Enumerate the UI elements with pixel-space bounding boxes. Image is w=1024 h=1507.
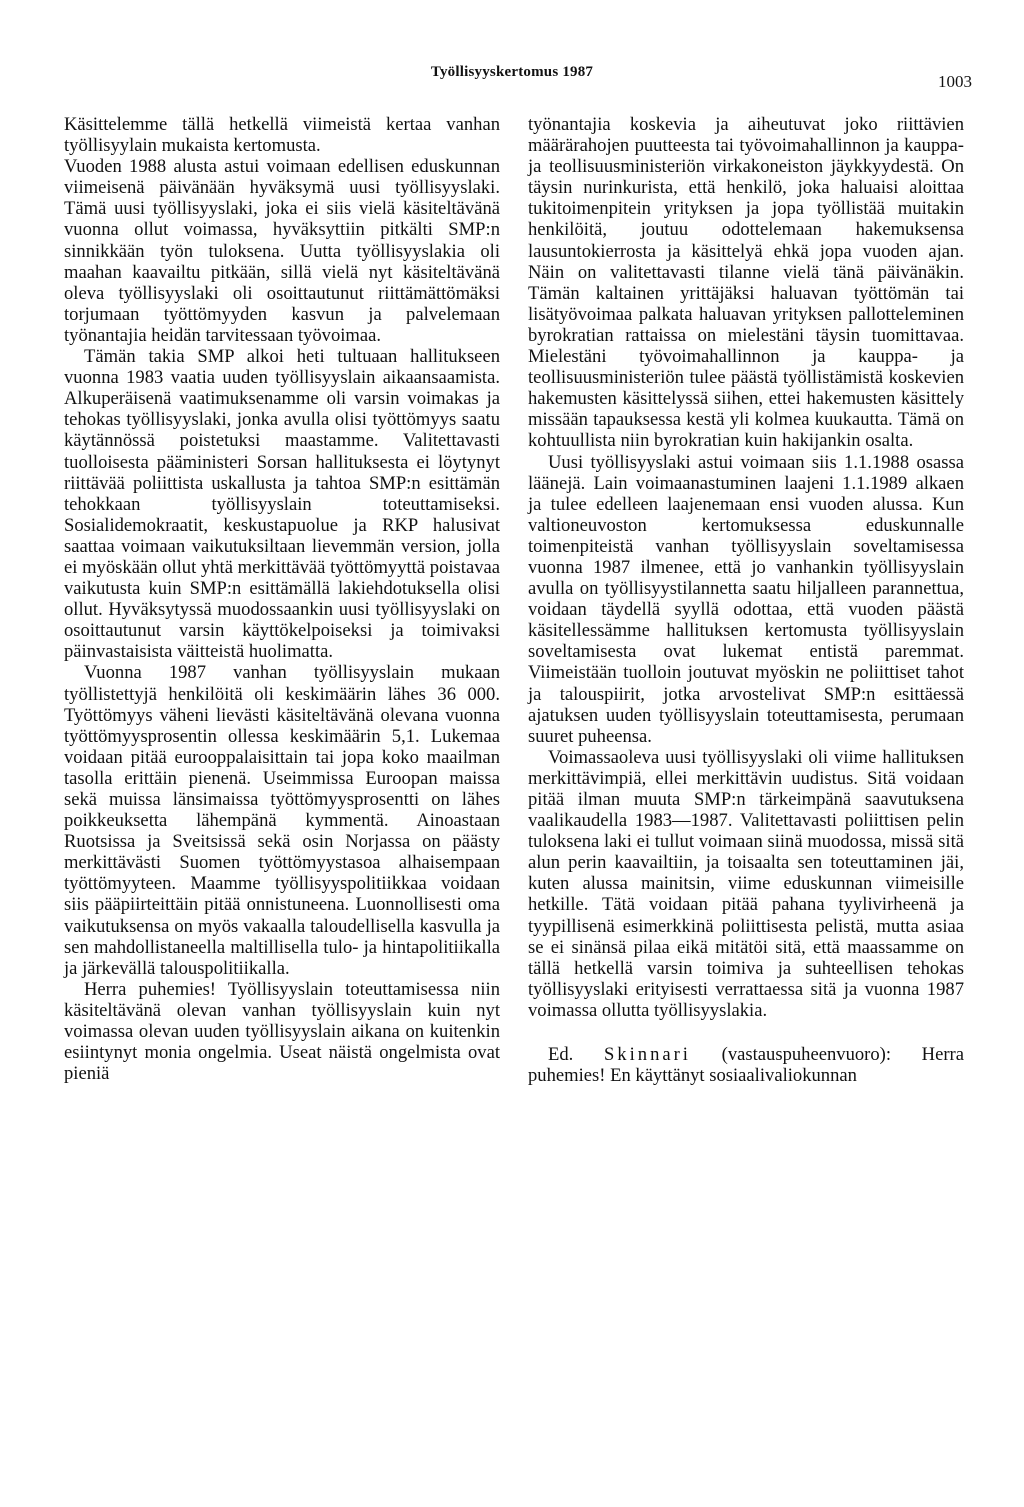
running-title: Työllisyyskertomus 1987 — [430, 64, 594, 80]
page-number: 1003 — [938, 72, 972, 91]
paragraph: Uusi työllisyyslaki astui voimaan siis 1.1.1988 osassa läänejä. Lain voimaanastuminen laajeni 1.1.1989 alkaen ja tulee edelleen laajenemaan ensi vuoden alussa. Kun valtioneuvoston kertomuksessa eduskunnalle toimenpiteistä vanhan työllisyyslain soveltamisessa vuonna 1987 ilmenee, että jo vanhankin työllisyyslain avulla on työllisyystilannetta saatu hiljalleen parannettua, voidaan täydellä syyllä odottaa, että vuoden päästä käsitellessämme hallituksen kertomusta työllisyyslain soveltamisesta ovat lukemat entistä paremmat. Viimeistään tuolloin joutuvat myöskin ne poliittiset tahot ja talouspiirit, jotka arvostelivat SMP:n esittäessä ajatuksen uuden työllisyyslain toteuttamisesta, perumaan suuret puheensa. — [528, 451, 964, 747]
paragraph: työnantajia koskevia ja aiheutuvat joko riittävien määrärahojen puutteesta tai työvoimahallinnon ja kauppa- ja teollisuusministeriön virkakoneiston jäykkyydestä. On täysin nurinkurista, että henkilö, joka haluaisi aloittaa tukitoimenpitein yrityksen ja jopa työllistää muitakin henkilöitä, joutuu odottelemaan hakemuksensa lausuntokierrosta ja käsittelyä ehkä jopa vuoden ajan. Näin on valitettavasti tilanne vielä tänä päivänäkin. Tämän kaltainen yrittäjäksi haluavan työttömän tai lisätyövoimaa palkata haluavan yrityksen pallotteleminen byrokratian rattaissa on mielestäni täysin tuomittavaa. Mielestäni työvoimahallinnon ja kauppa- ja teollisuusministeriön tulee päästä työllistämistä koskevien hakemusten käsittelyssä siihen, ettei hakemusten käsittely missään tapauksessa kestä yli kolmea kuukautta. Tämä on kohtuullista niin byrokratian kuin hakijankin osalta. — [528, 114, 964, 452]
speaker-prefix: Ed. — [548, 1044, 604, 1066]
paragraph-spacer — [528, 1021, 964, 1044]
speaker-name: Skinnari — [603, 1044, 691, 1066]
paragraph: Tämän takia SMP alkoi heti tultuaan hallitukseen vuonna 1983 vaatia uuden työllisyyslain aikaansaamista. Alkuperäisenä vaatimuksenamme oli varsin voimakas ja tehokas työllisyyslaki, jonka avulla olisi työttömyys saatu käytännössä poistetuksi maastamme. Valitettavasti tuolloisesta pääministeri Sorsan hallituksesta ei löytynyt riittävää poliittista uskallusta ja tahtoa SMP:n esittämän tehokkaan työllisyyslain toteuttamiseksi. Sosialidemokraatit, keskustapuolue ja RKP halusivat saattaa voimaan vaikutuksiltaan lievemmän version, jolla ei myöskään ollut yhtä merkittävää työttömyyttä poistavaa vaikutusta kuin SMP:n esittämällä lakiehdotuksella olisi ollut. Hyväksytyssä muodossaankin uusi työllisyyslaki on osoittautunut varsin käyttökelpoiseksi ja toimivaksi päinvastaisista väitteistä huolimatta. — [64, 346, 500, 663]
right-column — [528, 114, 964, 1086]
paragraph: Vuonna 1987 vanhan työllisyyslain mukaan työllistettyjä henkilöitä oli keskimäärin lähes 36 000. Työttömyys väheni lievästi käsiteltävänä olevana vuonna työttömyysprosentin ollessa keskimäärin 5,1. Lukemaa voidaan pitää eurooppalaisittain tai jopa koko maailman tasolla erittäin pienenä. Useimmissa Euroopan maissa sekä muissa länsimaissa työttömyysprosentti on lähes poikkeuksetta lähempänä kymmentä. Ainoastaan Ruotsissa ja Sveitsissä sekä osin Norjassa on päästy merkittävästi Suomen työttömyystasoa alhaisempaan työttömyyteen. Maamme työllisyyspolitiikkaa voidaan siis pääpiirteittäin pitää onnistuneena. Luonnollisesti oma vaikutuksensa on myös vakaalla taloudellisella kasvulla ja sen mahdollistaneella maltillisella tulo- ja hintapolitiikalla ja järkevällä talouspolitiikalla. — [64, 662, 500, 979]
left-column — [64, 114, 500, 1084]
paragraph: Käsittelemme tällä hetkellä viimeistä kertaa vanhan työllisyylain mukaista kertomusta. — [64, 114, 500, 157]
speaker-text: (vastauspuheenvuoro): Herra puhemies! En käyttänyt sosiaalivaliokunnan — [528, 1044, 964, 1087]
paragraph: Herra puhemies! Työllisyyslain toteuttamisessa niin käsiteltävänä olevan vanhan työllisyyslain kuin nyt voimassa olevan uuden työllisyyslain aikana on kuitenkin esiintynyt monia ongelmia. Useat näistä ongelmista ovat pieniä — [64, 978, 500, 1085]
paragraph: Vuoden 1988 alusta astui voimaan edellisen eduskunnan viimeisenä päivänään hyväksymä uusi työllisyyslaki. Tämä uusi työllisyyslaki, joka ei siis vielä käsiteltävänä vuonna ollut voimassa, hyväksyttiin pitkälti SMP:n sinnikkään työn tuloksena. Uutta työllisyyslakia oli maahan kaavailtu pitkään, sillä vielä nyt käsiteltävänä oleva työllisyyslaki oli osoittautunut riittämättömäksi torjumaan työttömyyden kasvun ja palvelemaan työnantajia heidän tarvitessaan työvoimaa. — [64, 156, 500, 346]
speaker-paragraph — [528, 1044, 964, 1086]
paragraph: Voimassaoleva uusi työllisyyslaki oli viime hallituksen merkittävimpiä, ellei merkittävin uudistus. Sitä voidaan pitää ilman muuta SMP:n tärkeimpänä saavutuksena vaalikaudella 1983—1987. Valitettavasti poliittisen pelin tuloksena laki ei tullut voimaan siinä muodossa, missä sitä alun perin kaavailtiin, ja toisaalta sen toteuttaminen jäi, kuten alussa mainitsin, viime eduskunnan viimeisille hetkille. Tätä voidaan pitää pahana tyylivirheenä ja tyypillisenä esimerkkinä poliittisesta pelistä, mutta asiaa se ei sinänsä pilaa eikä mitätöi sitä, että maassamme on tällä hetkellä varsin toimiva ja suhteellisen tehokas työllisyyslaki erityisesti verrattaessa sitä ja vuonna 1987 voimassa ollutta työllisyyslakia. — [528, 746, 964, 1021]
